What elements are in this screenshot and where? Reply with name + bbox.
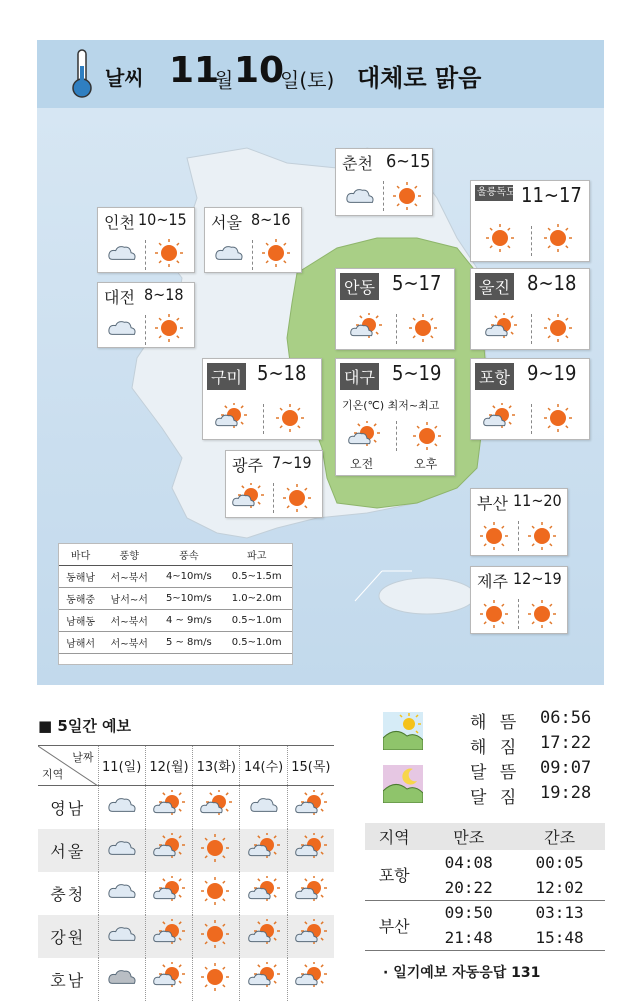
sunny-icon bbox=[261, 238, 293, 272]
city-name: 서울 bbox=[211, 213, 242, 232]
partly-cloudy-icon bbox=[240, 958, 287, 1001]
city-name: 춘천 bbox=[342, 154, 373, 173]
partly-cloudy-icon bbox=[485, 313, 517, 347]
tide-high: 04:08 bbox=[444, 853, 493, 872]
header-summary: 대체로 맑음 bbox=[357, 64, 482, 92]
forecast-table bbox=[38, 745, 334, 1001]
partly-cloudy-icon bbox=[145, 786, 192, 829]
sea-cell: 서~북서 bbox=[110, 639, 148, 650]
partly-cloudy-icon bbox=[287, 786, 334, 829]
city-name: 대전 bbox=[104, 288, 135, 307]
cloudy-icon bbox=[98, 872, 145, 915]
sea-cell: 4 ~ 9m/s bbox=[165, 615, 212, 626]
forecast-day: 12(월) bbox=[145, 746, 192, 786]
sunny-icon bbox=[479, 599, 511, 633]
tide-low: 03:13 bbox=[535, 903, 584, 923]
sea-header: 풍속 bbox=[179, 551, 199, 562]
forecast-corner-date: 날짜 bbox=[72, 751, 94, 764]
sea-cell: 동해남 bbox=[66, 573, 96, 584]
thermometer-icon bbox=[71, 48, 93, 100]
tide-high: 21:48 bbox=[423, 925, 514, 950]
partly-cloudy-icon bbox=[240, 915, 287, 958]
moonrise-label: 달 뜸 bbox=[470, 763, 521, 783]
forecast-day: 13(화) bbox=[193, 746, 240, 786]
sea-header: 파고 bbox=[247, 551, 267, 562]
partly-cloudy-icon bbox=[145, 829, 192, 872]
sunny-icon bbox=[193, 915, 240, 958]
city-name-badge: 울진 bbox=[475, 273, 514, 300]
sea-cell: 남해동 bbox=[66, 617, 96, 628]
tide-place: 부산 bbox=[365, 900, 423, 950]
header-label: 날씨 bbox=[105, 66, 144, 90]
sea-header: 바다 bbox=[70, 551, 91, 562]
city-card-uljin bbox=[470, 268, 590, 350]
auto-response-info: · 일기예보 자동응답 131 bbox=[383, 965, 541, 981]
city-temp: 5~17 bbox=[392, 271, 442, 295]
city-card-chuncheon bbox=[335, 148, 433, 216]
legend-pm: 오후 bbox=[414, 457, 438, 471]
tide-header: 간조 bbox=[514, 823, 605, 850]
city-name-badge: 포항 bbox=[475, 363, 514, 390]
city-name: 부산 bbox=[477, 494, 508, 513]
tide-high: 09:50 bbox=[444, 903, 493, 923]
sea-cell: 0.5~1.0m bbox=[231, 637, 282, 648]
city-temp: 9~19 bbox=[527, 361, 577, 385]
sea-cell: 서~북서 bbox=[110, 617, 148, 628]
sunny-icon bbox=[282, 483, 314, 517]
partly-cloudy-icon bbox=[287, 915, 334, 958]
sunny-icon bbox=[412, 421, 444, 455]
sunset-time: 17:22 bbox=[540, 733, 592, 753]
city-temp: 10~15 bbox=[138, 210, 187, 229]
forecast-region: 강원 bbox=[38, 915, 98, 958]
city-name-badge: 울릉독도 bbox=[475, 185, 513, 201]
partly-cloudy-icon bbox=[215, 403, 247, 437]
sunny-icon bbox=[193, 958, 240, 1001]
city-temp: 8~18 bbox=[144, 285, 184, 304]
sunny-icon bbox=[193, 829, 240, 872]
sea-cell: 1.0~2.0m bbox=[231, 593, 282, 604]
tide-table bbox=[365, 823, 605, 951]
partly-cloudy-icon bbox=[232, 483, 264, 517]
partly-cloudy-icon bbox=[348, 421, 380, 455]
tide-header: 지역 bbox=[365, 823, 423, 850]
sunny-icon bbox=[479, 521, 511, 555]
city-card-andong bbox=[335, 268, 455, 350]
sea-conditions-table bbox=[58, 543, 293, 665]
forecast-row bbox=[38, 872, 334, 915]
city-name-badge: 구미 bbox=[207, 363, 246, 390]
city-temp: 12~19 bbox=[513, 569, 562, 588]
forecast-day: 11(일) bbox=[98, 746, 145, 786]
cloudy-icon bbox=[213, 238, 245, 272]
city-temp: 11~20 bbox=[513, 491, 562, 510]
cloudy-icon bbox=[106, 313, 138, 347]
forecast-region: 서울 bbox=[38, 829, 98, 872]
cloudy-icon bbox=[240, 786, 287, 829]
city-card-jeju bbox=[470, 566, 568, 634]
city-temp: 8~16 bbox=[251, 210, 291, 229]
city-name: 광주 bbox=[232, 456, 263, 475]
partly-cloudy-icon bbox=[145, 872, 192, 915]
partly-cloudy-icon bbox=[287, 829, 334, 872]
cloudy-icon bbox=[98, 786, 145, 829]
city-name-badge: 안동 bbox=[340, 273, 379, 300]
partly-cloudy-icon bbox=[145, 915, 192, 958]
sea-cell: 5~10m/s bbox=[165, 593, 212, 604]
city-name: 인천 bbox=[104, 213, 135, 232]
sea-cell: 0.5~1.0m bbox=[231, 615, 282, 626]
forecast-row bbox=[38, 915, 334, 958]
header-month: 11 bbox=[169, 50, 220, 91]
moonset-time: 19:28 bbox=[540, 783, 592, 803]
header-day-unit: 일(토) bbox=[280, 68, 335, 92]
city-card-seoul bbox=[204, 207, 302, 273]
partly-cloudy-icon bbox=[287, 958, 334, 1001]
cloudy-icon bbox=[344, 181, 376, 215]
sunny-icon bbox=[527, 599, 559, 633]
city-card-busan bbox=[470, 488, 568, 556]
moonrise-time: 09:07 bbox=[540, 758, 592, 778]
sea-row bbox=[59, 610, 292, 632]
cloudy-icon bbox=[106, 238, 138, 272]
sunny-icon bbox=[543, 403, 575, 437]
sunrise-icon bbox=[383, 712, 423, 750]
city-card-incheon bbox=[97, 207, 195, 273]
forecast-row bbox=[38, 958, 334, 1001]
cloudy-icon bbox=[98, 915, 145, 958]
partly-cloudy-icon bbox=[483, 403, 515, 437]
city-temp: 6~15 bbox=[386, 151, 431, 172]
header-month-unit: 월 bbox=[214, 68, 234, 92]
city-card-pohang bbox=[470, 358, 590, 440]
city-card-daegu-legend bbox=[335, 358, 455, 476]
city-card-ulleung bbox=[470, 180, 590, 262]
legend-am: 오전 bbox=[350, 457, 374, 471]
sunset-label: 해 짐 bbox=[470, 738, 521, 758]
sunny-icon bbox=[408, 313, 440, 347]
city-temp: 5~19 bbox=[392, 361, 442, 385]
sea-cell: 동해중 bbox=[66, 595, 96, 606]
sea-cell: 남서~서 bbox=[110, 595, 148, 606]
forecast-region: 충청 bbox=[38, 872, 98, 915]
partly-cloudy-icon bbox=[350, 313, 382, 347]
sea-cell: 4~10m/s bbox=[165, 571, 212, 582]
tide-low: 15:48 bbox=[514, 925, 605, 950]
tide-low: 00:05 bbox=[535, 853, 584, 872]
sunny-icon bbox=[193, 872, 240, 915]
forecast-region: 호남 bbox=[38, 958, 98, 1001]
forecast-region: 영남 bbox=[38, 786, 98, 829]
partly-cloudy-icon bbox=[240, 872, 287, 915]
tide-high: 20:22 bbox=[423, 875, 514, 900]
partly-cloudy-icon bbox=[287, 872, 334, 915]
city-temp: 7~19 bbox=[272, 453, 312, 472]
sea-row bbox=[59, 588, 292, 610]
sea-cell: 남해서 bbox=[66, 639, 96, 650]
sunny-icon bbox=[527, 521, 559, 555]
sea-cell: 0.5~1.5m bbox=[231, 571, 282, 582]
sea-row bbox=[59, 632, 292, 654]
forecast-corner-region: 지역 bbox=[42, 768, 64, 781]
header-bar bbox=[37, 40, 604, 108]
overcast-icon bbox=[98, 958, 145, 1001]
moonset-label: 달 짐 bbox=[470, 788, 521, 808]
forecast-day: 14(수) bbox=[240, 746, 287, 786]
partly-cloudy-icon bbox=[145, 958, 192, 1001]
city-card-gumi bbox=[202, 358, 322, 440]
sea-row bbox=[59, 566, 292, 588]
partly-cloudy-icon bbox=[240, 829, 287, 872]
city-temp: 8~18 bbox=[527, 271, 577, 295]
sunny-icon bbox=[543, 223, 575, 257]
sunny-icon bbox=[485, 223, 517, 257]
tide-low: 12:02 bbox=[514, 875, 605, 900]
sunrise-label: 해 뜸 bbox=[470, 713, 521, 733]
city-name: 제주 bbox=[477, 572, 508, 591]
sea-cell: 서~북서 bbox=[110, 573, 148, 584]
legend-temp-label: 기온(℃) 최저~최고 bbox=[342, 399, 440, 412]
city-temp: 11~17 bbox=[521, 183, 582, 207]
tide-header: 만조 bbox=[423, 823, 514, 850]
sunny-icon bbox=[154, 238, 186, 272]
city-name-badge: 대구 bbox=[340, 363, 379, 390]
forecast-title: ■ 5일간 예보 bbox=[38, 717, 132, 735]
forecast-corner bbox=[38, 746, 98, 786]
tide-place: 포항 bbox=[365, 850, 423, 900]
city-card-gwangju bbox=[225, 450, 323, 518]
forecast-day: 15(목) bbox=[287, 746, 334, 786]
moonrise-icon bbox=[383, 765, 423, 803]
forecast-row bbox=[38, 829, 334, 872]
city-temp: 5~18 bbox=[257, 361, 307, 385]
forecast-row bbox=[38, 786, 334, 829]
sunny-icon bbox=[392, 181, 424, 215]
sea-header: 풍향 bbox=[119, 551, 139, 562]
header-day: 10 bbox=[234, 50, 285, 91]
sunny-icon bbox=[275, 403, 307, 437]
city-card-daejeon bbox=[97, 282, 195, 348]
sunny-icon bbox=[154, 313, 186, 347]
sunrise-time: 06:56 bbox=[540, 708, 592, 728]
sunny-icon bbox=[543, 313, 575, 347]
cloudy-icon bbox=[98, 829, 145, 872]
partly-cloudy-icon bbox=[193, 786, 240, 829]
sea-cell: 5 ~ 8m/s bbox=[165, 637, 212, 648]
